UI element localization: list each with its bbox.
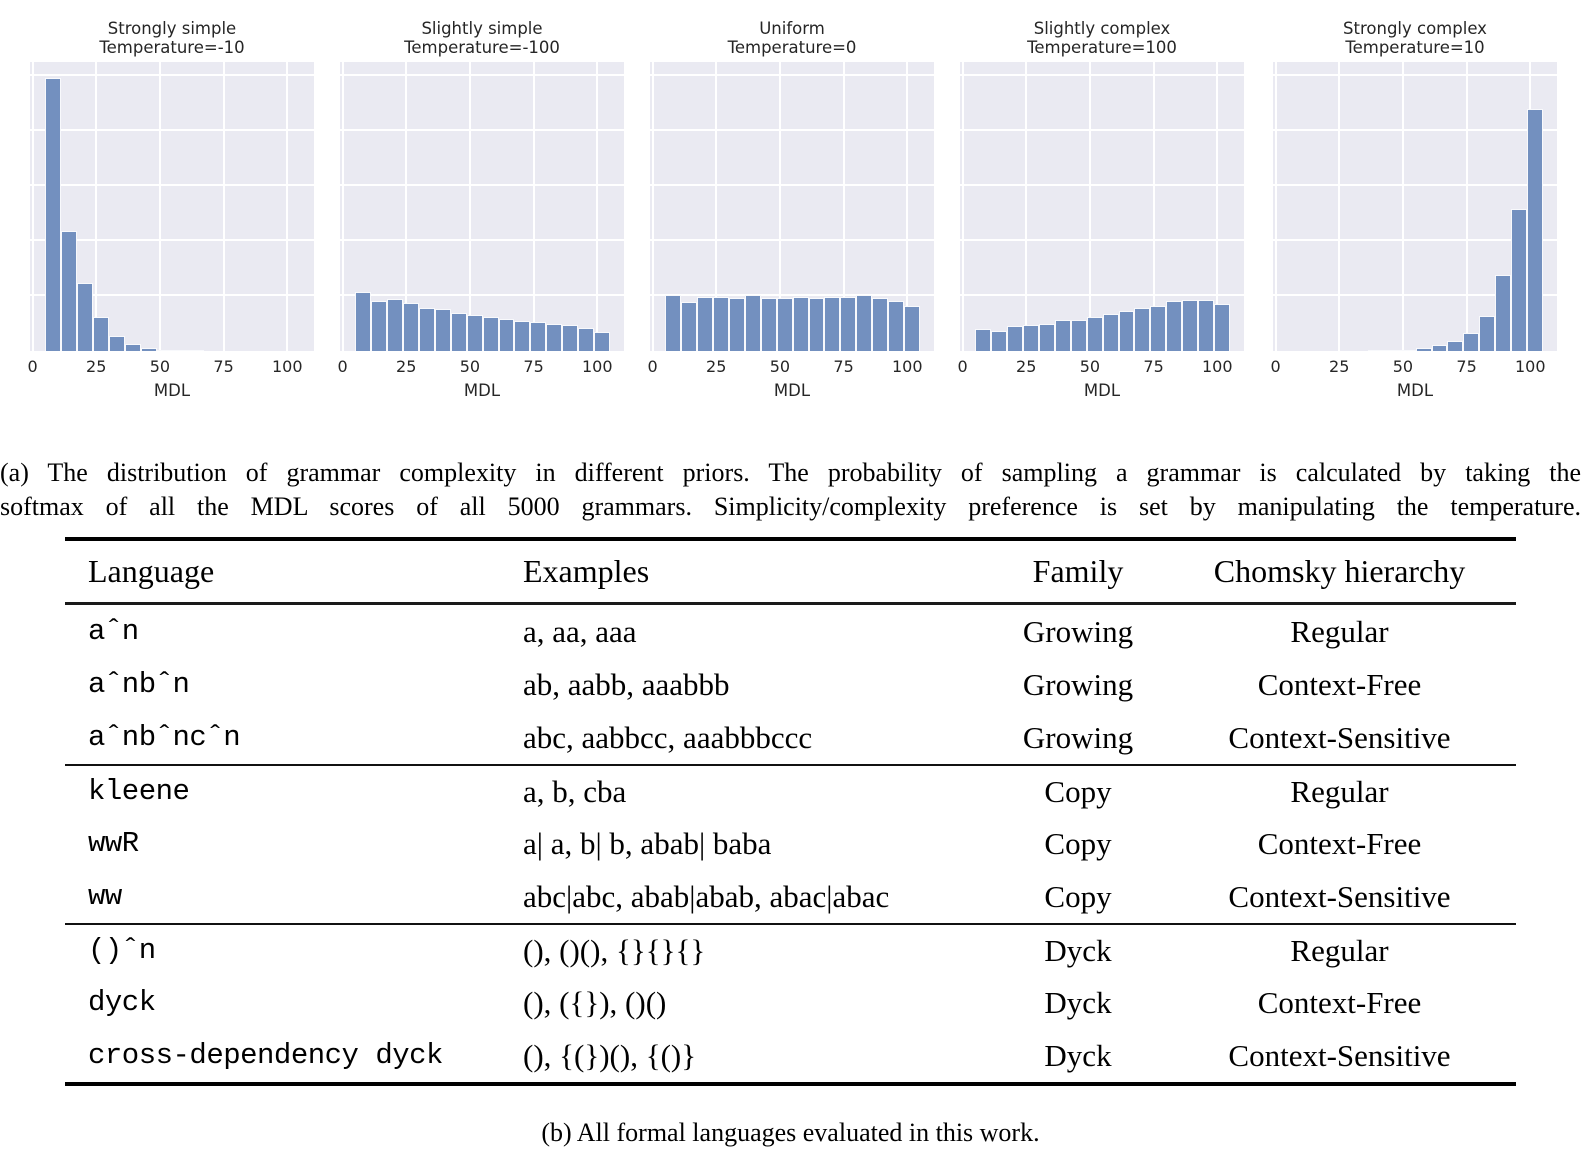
column-header-family: Family [1032,553,1124,589]
histogram-bar [93,317,109,351]
histogram-bar [809,298,825,351]
histogram-bar [777,298,793,351]
cell-family: Dyck [1044,932,1112,968]
chart-title-line2: Temperature=0 [727,38,857,57]
y-gridline [340,294,624,296]
histogram-strongly-complex [1270,0,1557,410]
table-row [65,870,1516,923]
x-tick-label: 50 [1079,357,1101,376]
histogram-bar [1103,314,1119,351]
x-tick-label: 25 [86,357,107,376]
x-axis-ticks [1270,357,1557,377]
x-tick-label: 25 [1016,357,1037,376]
histogram-bar [1447,341,1463,351]
chart-title-line1: Strongly complex [1343,19,1487,38]
caption-a-line1: (a) The distribution of grammar complexity in different priors. The probability of sampling a grammar is calculated by taking the [0,458,1581,487]
histogram-bar [355,292,371,351]
histogram-bar [1432,345,1448,351]
column-header-examples: Examples [523,553,650,589]
cell-chomsky: Context-Free [1257,666,1422,702]
histogram-bar [1166,301,1182,351]
chart-title [310,19,654,57]
cell-examples: abc|abc, abab|abab, abac|abac [523,878,890,914]
histogram-bar [1384,350,1400,351]
y-gridline [1273,184,1557,186]
x-tick-label: 50 [149,357,171,376]
cell-examples: (), {(})(), {()} [523,1037,697,1073]
histogram-bar [1119,311,1135,351]
table-row [65,1029,1516,1082]
x-axis-label: MDL [773,381,811,400]
chart-title [1243,19,1581,57]
cell-family: Copy [1044,773,1112,809]
histogram-bar [419,308,435,351]
cell-chomsky: Context-Sensitive [1228,878,1451,914]
x-axis-ticks [647,357,934,377]
histogram-bar [77,283,93,351]
histogram-bar [729,298,745,351]
cell-language: aˆnbˆn [88,668,190,701]
x-gridline [342,62,344,351]
plot-area [30,62,314,351]
histogram-bar [435,309,451,351]
subfigure-a-charts [0,0,1581,410]
histogram-bar [1368,350,1384,351]
x-gridline [533,62,535,351]
column-header-language: Language [88,553,215,589]
cell-language: cross-dependency dyck [88,1039,443,1072]
y-gridline [960,239,1244,241]
x-tick-label: 25 [706,357,727,376]
histogram-bar [1214,304,1230,351]
y-gridline [650,184,934,186]
histogram-bar [1416,348,1432,351]
histogram-bar [403,303,419,351]
chart-title-line2: Temperature=100 [1027,38,1177,57]
histogram-bar [1071,320,1087,352]
x-tick-label: 75 [833,357,854,376]
table-row [65,817,1516,870]
chart-title-line2: Temperature=-100 [404,38,560,57]
x-tick-label: 75 [1456,357,1477,376]
histogram-bar [173,350,189,351]
cell-chomsky: Context-Sensitive [1228,719,1451,755]
x-tick-label: 0 [957,357,968,376]
column-header-chomsky: Chomsky hierarchy [1213,553,1466,589]
cell-examples: ab, aabb, aaabbb [523,666,730,702]
y-gridline [960,294,1244,296]
chart-title-line2: Temperature=10 [1345,38,1485,57]
histogram-bar [387,299,403,351]
histogram-bar [1055,320,1071,351]
histogram-bar [371,301,387,351]
histogram-bar [761,298,777,351]
cell-examples: a, aa, aaa [523,613,637,649]
histogram-bar [45,78,61,351]
histogram-bar [856,295,872,351]
histogram-bar [745,295,761,351]
cell-examples: (), ()(), {}{}{} [523,932,706,968]
histogram-bar [1198,300,1214,351]
cell-language: ww [88,880,122,913]
chart-title-line1: Uniform [759,19,825,38]
cell-language: aˆnbˆncˆn [88,721,241,754]
histogram-bar [888,301,904,351]
table-header-row [65,541,1516,605]
cell-examples: a| a, b| b, abab| baba [523,825,772,861]
x-gridline [159,62,161,351]
x-gridline [652,62,654,351]
histogram-bar [578,328,594,351]
cell-language: kleene [88,775,190,808]
cell-family: Growing [1022,613,1134,649]
histogram-bar [665,295,681,351]
histogram-bar [562,325,578,351]
cell-language: wwR [88,827,139,860]
table-row [65,658,1516,711]
histogram-bar [1087,317,1103,351]
x-tick-label: 100 [891,357,923,376]
table-row [65,605,1516,658]
y-gridline [340,239,624,241]
x-tick-label: 25 [396,357,417,376]
histogram-bar [499,319,515,351]
x-tick-label: 75 [1143,357,1164,376]
y-gridline [340,129,624,131]
histogram-bar [1400,350,1416,351]
x-gridline [1275,62,1277,351]
histogram-bar [872,298,888,351]
chart-title [620,19,964,57]
y-gridline [30,74,314,76]
chart-title [0,19,344,57]
x-gridline [1466,62,1468,351]
histogram-bar [451,313,467,351]
x-tick-label: 50 [769,357,791,376]
x-tick-label: 100 [271,357,303,376]
histogram-strongly-simple [27,0,314,410]
table-row [65,764,1516,817]
cell-family: Copy [1044,878,1112,914]
x-tick-label: 25 [1329,357,1350,376]
histogram-bar [483,317,499,351]
cell-family: Copy [1044,825,1112,861]
x-tick-label: 0 [27,357,38,376]
caption-a-line2: softmax of all the MDL scores of all 5000 grammars. Simplicity/complexity preference is set by manipulating the temperature. [0,492,1581,521]
x-tick-label: 75 [523,357,544,376]
y-gridline [650,294,934,296]
histogram-bar [1511,209,1527,351]
x-gridline [1025,62,1027,351]
histogram-bar [840,297,856,351]
table-row [65,976,1516,1029]
cell-chomsky: Regular [1290,932,1389,968]
y-gridline [650,129,934,131]
y-gridline [960,129,1244,131]
histogram-bar [1479,316,1495,351]
caption-a [0,456,1581,524]
y-gridline [1273,129,1557,131]
x-axis-label: MDL [153,381,191,400]
x-tick-label: 50 [459,357,481,376]
x-gridline [596,62,598,351]
x-axis-label: MDL [1083,381,1121,400]
histogram-bar [1150,306,1166,351]
histogram-bar [1495,275,1511,351]
x-axis-ticks [957,357,1244,377]
histogram-bar [991,331,1007,351]
x-gridline [223,62,225,351]
cell-family: Growing [1022,719,1134,755]
chart-title-line1: Slightly complex [1033,19,1171,38]
x-gridline [1402,62,1404,351]
histogram-bar [546,324,562,351]
histogram-bar [1039,324,1055,351]
y-gridline [960,74,1244,76]
x-gridline [95,62,97,351]
x-tick-label: 0 [1270,357,1281,376]
cell-examples: abc, aabbcc, aaabbbccc [523,719,813,755]
plot-area [340,62,624,351]
x-tick-label: 100 [1201,357,1233,376]
y-gridline [1273,74,1557,76]
histogram-bar [713,297,729,351]
x-gridline [32,62,34,351]
chart-title-line1: Slightly simple [421,19,543,38]
x-tick-label: 100 [1514,357,1546,376]
x-tick-label: 100 [581,357,613,376]
histogram-bar [793,297,809,351]
histogram-bar [157,350,173,351]
histogram-bar [1007,326,1023,351]
cell-family: Growing [1022,666,1134,702]
cell-chomsky: Regular [1290,613,1389,649]
table-row [65,923,1516,976]
histogram-bar [1463,333,1479,351]
x-tick-label: 0 [647,357,658,376]
histogram-bar [594,332,610,351]
cell-examples: (), ({}), ()() [523,984,667,1020]
caption-b: (b) All formal languages evaluated in this work. [541,1118,1040,1147]
histogram-bar [697,297,713,351]
x-gridline [1089,62,1091,351]
x-axis-label: MDL [1396,381,1434,400]
chart-title-line2: Temperature=-10 [99,38,245,57]
histogram-bar [514,321,530,351]
histogram-slightly-complex [957,0,1244,410]
histogram-bar [1527,109,1543,351]
histogram-bar [189,350,205,351]
x-gridline [469,62,471,351]
x-gridline [962,62,964,351]
plot-area [650,62,934,351]
cell-language: ()ˆn [88,934,156,967]
cell-chomsky: Context-Sensitive [1228,1037,1451,1073]
histogram-bar [125,344,141,351]
histogram-bar [824,297,840,351]
cell-language: dyck [88,986,156,1019]
y-gridline [650,239,934,241]
x-gridline [1338,62,1340,351]
histogram-bar [975,329,991,351]
x-tick-label: 50 [1392,357,1414,376]
x-gridline [286,62,288,351]
histogram-bar [530,322,546,351]
plot-area [1273,62,1557,351]
cell-chomsky: Regular [1290,773,1389,809]
x-axis-ticks [27,357,314,377]
cell-chomsky: Context-Free [1257,825,1422,861]
cell-examples: a, b, cba [523,773,627,809]
cell-chomsky: Context-Free [1257,984,1422,1020]
histogram-bar [681,302,697,351]
plot-area [960,62,1244,351]
y-gridline [960,184,1244,186]
x-tick-label: 0 [337,357,348,376]
histogram-slightly-simple [337,0,624,410]
x-axis-label: MDL [463,381,501,400]
histogram-bar [1182,300,1198,351]
histogram-bar [904,306,920,351]
x-axis-ticks [337,357,624,377]
histogram-bar [61,231,77,351]
histogram-uniform [647,0,934,410]
y-gridline [30,129,314,131]
y-gridline [340,74,624,76]
histogram-bar [1134,308,1150,351]
x-tick-label: 75 [213,357,234,376]
y-gridline [340,184,624,186]
cell-family: Dyck [1044,984,1112,1020]
histogram-bar [109,336,125,351]
table-row [65,711,1516,764]
chart-title-line1: Strongly simple [107,19,237,38]
y-gridline [650,74,934,76]
chart-title [930,19,1274,57]
languages-table [65,537,1516,1086]
histogram-bar [1023,325,1039,351]
y-gridline [30,184,314,186]
cell-language: aˆn [88,615,139,648]
histogram-bar [141,348,157,351]
histogram-bar [467,315,483,351]
cell-family: Dyck [1044,1037,1112,1073]
